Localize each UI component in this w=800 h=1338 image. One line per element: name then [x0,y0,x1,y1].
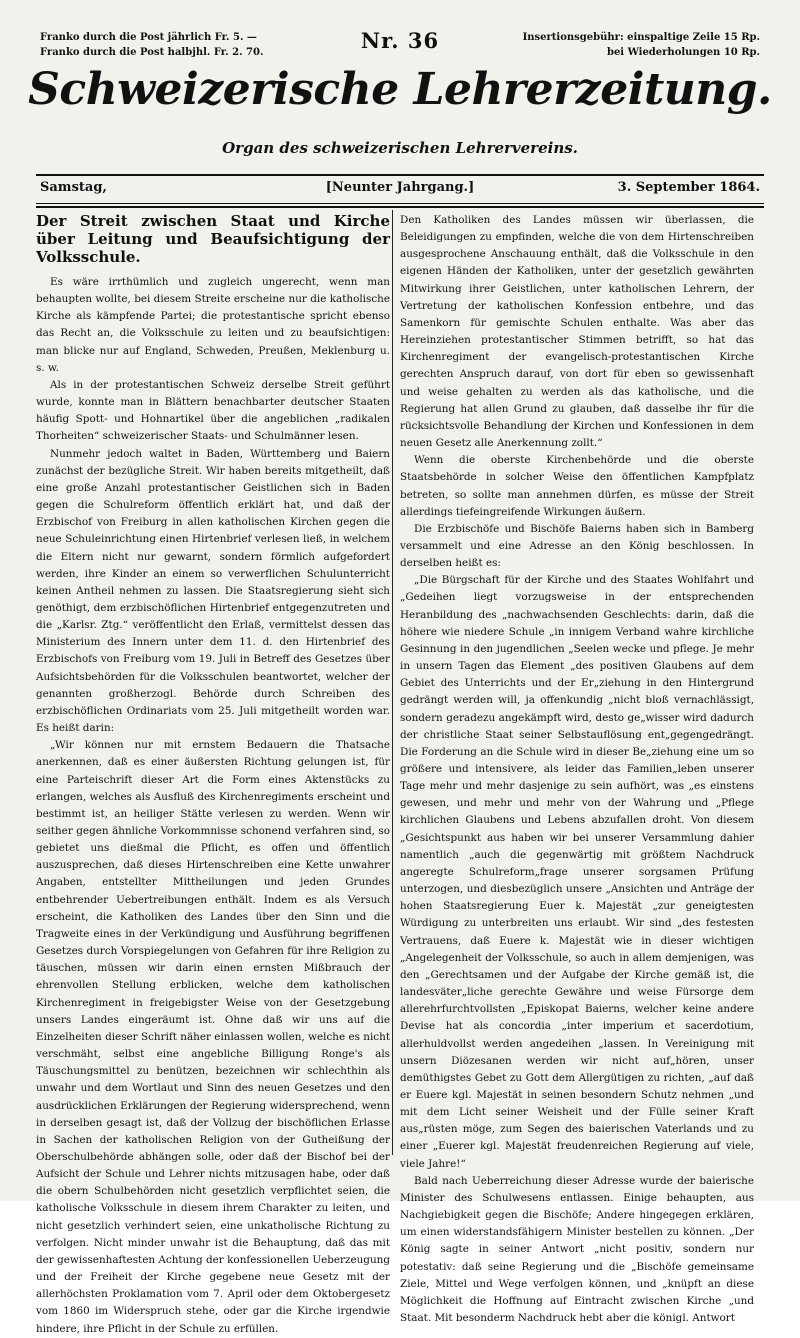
article-paragraph: Wenn die oberste Kirchenbehörde und die oberste Staatsbehörde in solcher Weise den öffentlichen Kampfplatz betreten, so sollte man annehmen dürfen, es müsse der Streit allerdings tiefeingreifende Wirkungen äußern. [400,454,754,518]
subscription-line-halfyear: Franko durch die Post halbjhl. Fr. 2. 70. [40,47,264,58]
article-paragraph: Nunmehr jedoch waltet in Baden, Württemberg und Baiern zunächst der bezügliche Streit. Wir haben bereits mitgetheilt, daß eine große Anzahl protestantischer Geistlichen sich in Baden gegen die Schulreform öffentlich erklärt hat, und daß der Erzbischof von Freiburg in allen katholischen Kirchen gegen die neue Schuleinrichtung einen Hirtenbrief verlesen ließ, in welchem die Eltern nicht nur gewarnt, sondern förmlich aufgefordert werden, ihre Kinder an einem so verwerflichen Schulunterricht keinen Antheil nehmen zu lassen. Die Staatsregierung sieht sich genöthigt, dem erzbischöflichen Hirtenbrief entgegenzutreten und die „Karlsr. Ztg.“ veröffentlicht den Erlaß, vermittelst dessen das Ministerium des Innern unter dem 11. d. den Hirtenbrief des Erzbischofs von Freiburg vom 19. Juli in Betreff des Gesetzes über Aufsichtsbehörden für die Volksschulen beantwortet, welcher der genannten großherzogl. Behörde durch Schreiben des erzbischöflichen Ordinariats vom 25. Juli mitgetheilt worden war. Es heißt darin: [36,447,390,735]
article-paragraph: „Die Bürgschaft für der Kirche und des Staates Wohlfahrt und „Gedeihen liegt vorzugsweise in der entsprechenden Heranbildung des „nachwachsenden Geschlechts: darin, daß die höhere wie niedere Schule „in innigem Verband wahre kirchliche Gesinnung in den jugendlichen „Seelen wecke und pflege. Je mehr in unsern Tagen das Element „des positiven Glaubens auf dem Gebiet des Unterrichts und der Er„ziehung in den Hintergrund gedrängt werden will, ja offenkundig „nicht bloß vernachlässigt, sondern geradezu angekämpft wird, desto ge„wisser wird dadurch der christliche Staat seiner Selbstauflösung ent„gegengedrängt. Die Forderung an die Schule wird in dieser Be„ziehung eine um so größere und intensivere, als leider das Familien„leben unserer Tage mehr und mehr dasjenige zu sein aufhört, was „es einstens gewesen, und mehr und mehr von der Wahrung und „Pflege kirchlichen Glaubens und Lebens abzufallen droht. Von diesem „Gesichtspunkt aus haben wir bei unserer Versammlung dahier namentlich „auch die gegenwärtig mit größtem Nachdruck angeregte Schulreform„frage unserer sorgsamen Prüfung unterzogen, und diesbezüglich unsere „Ansichten und Anträge der hohen Staatsregierung Euer k. Majestät „zur geneigtesten Würdigung zu unterbreiten uns erlaubt. Wir sind „des festesten Vertrauens, daß Euere k. Majestät wie in dieser wichtigen „Angelegenheit der Volksschule, so auch in allem demjenigen, was den „Gerechtsamen und der Aufgabe der Kirche gemäß ist, die landesväter„liche gerechte Gewähre und weise Fürsorge dem allerehrfurchtvollsten „Episkopat Baierns, welcher keine andere Devise hat als concordia „inter imperium et sacerdotium, allerhuldvollst werden angedeihen „lassen. In Vereinigung mit unsern Diözesanen werden wir nicht auf„hören, unser demüthigstes Gebet zu Gott dem Allergütigen zu richten, „auf daß er Euere kgl. Majestät in seinen besondern Schutz nehmen „und mit dem Licht seiner Weisheit und der Fülle seiner Kraft aus„rüsten möge, zum Segen des baierischen Vaterlands und zu einer „Euerer kgl. Majestät freudenreichen Regierung auf viele, viele Jahre!“ [400,574,754,1170]
article-paragraph: Den Katholiken des Landes müssen wir überlassen, die Beleidigungen zu empfinden, welche die von dem Hirtenschreiben ausgesprochene Anschauung enthält, daß die Volksschule in den eigenen Händen der Katholiken, unter der gesetzlich gewährten Mitwirkung ihrer Geistlichen, unter katholischen Lehrern, der Vertretung der katholischen Konfession entbehre, und das Samenkorn für gemischte Schulen enthalte. Was aber das Hereinziehen protestantischer Stimmen betrifft, so hat das Kirchenregiment der evangelisch-protestantischen Kirche gerechten Anspruch darauf, von dort für eben so gewissenhaft und weise gehalten zu werden als das katholische, und die Regierung hat allen Grund zu glauben, daß dasselbe ihr für die rücksichtsvolle Behandlung der Kirchen und Konfessionen in dem neuen Gesetz alle Anerkennung zollt.“ [400,214,754,450]
masthead-title: Schweizerische Lehrerzeitung. [28,64,772,115]
weekday: Samstag, [40,180,107,195]
header-rule-bottom-1 [36,203,764,204]
article-paragraph: Bald nach Ueberreichung dieser Adresse wurde der baierische Minister des Schulwesens entlassen. Einige behaupten, aus Nachgiebigkeit gegen die Bischöfe; Andere hingegegen erklären, um einen widerstandsfähigern Minister bestellen zu können. „Der König sagte in seiner Antwort „nicht positiv, sondern nur potestativ: daß seine Regierung und die „Bischöfe gemeinsame Ziele, Mittel und Wege verfolgen können, und „knüpft an diese Möglichkeit die Hoffnung auf Eintracht zwischen Kirche „und Staat. Mit besonderm Nachdruck hebt aber die königl. Antwort [400,1174,754,1324]
subscription-line-yearly: Franko durch die Post jährlich Fr. 5. — [40,32,257,43]
insertion-line-repeat: bei Wiederholungen 10 Rp. [606,47,760,58]
article-paragraph: Als in der protestantischen Schweiz derselbe Streit geführt wurde, konnte man in Blättern benachbarter deutscher Staaten häufig Spott- und Hohnartikel über die angeblichen „radikalen Thorheiten“ schweizerischer Staats- und Schulmänner lesen. [36,378,390,443]
volume-label: [Neunter Jahrgang.] [325,180,475,195]
column-divider [392,210,393,1155]
insertion-fees [523,30,760,60]
article-headline: Der Streit zwischen Staat und Kirche über Leitung und Beaufsichtigung der Volksschule. [36,212,390,266]
article-paragraph: Die Erzbischöfe und Bischöfe Baierns haben sich in Bamberg versammelt und eine Adresse an den König beschlossen. In derselben heißt es: [400,522,754,570]
article-column-right [400,212,754,1324]
header-rule-top [36,174,764,176]
issue-date: 3. September 1864. [617,180,760,195]
insertion-line-single: Insertionsgebühr: einspaltige Zeile 15 Rp. [522,32,760,43]
article-column-left [36,212,390,1335]
dateline [40,180,760,200]
masthead-subtitle: Organ des schweizerischen Lehrervereins. [222,139,578,157]
article-paragraph: Es wäre irrthümlich und zugleich ungerecht, wenn man behaupten wollte, bei diesem Streite erscheine nur die katholische Kirche als kämpfende Partei; die protestantische spricht ebenso das Recht an, die Volksschule zu leiten und zu beaufsichtigen: man blicke nur auf England, Schweden, Preußen, Meklenburg u. s. w. [36,276,390,374]
header-rule-bottom-2 [36,206,764,208]
issue-number: Nr. 36 [360,28,440,53]
article-paragraph: „Wir können nur mit ernstem Bedauern die Thatsache anerkennen, daß es einer äußersten Richtung gelungen ist, für eine Parteischrift dieser Art die Form eines Aktenstücks zu erlangen, welches als Ausfluß des Kirchenregiments erscheint und bestimmt ist, an heiliger Stätte verlesen zu werden. Wenn wir seither gegen ähnliche Vorkommnisse schonend verfahren sind, so gebietet uns dießmal die Pflicht, es offen und öffentlich auszusprechen, daß dieses Hirtenschreiben eine Kette unwahrer Angaben, entstellter Mittheilungen und jeden Grundes entbehrender Uebertreibungen enthält. Indem es als Versuch erscheint, die Katholiken des Landes über den Sinn und die Tragweite eines in der Verkündigung und Ausführung begriffenen Gesetzes durch Vorspiegelungen von Gefahren für ihre Religion zu täuschen, müssen wir darin einen ernsten Mißbrauch der ehrenvollen Stellung erblicken, welche dem katholischen Kirchenregiment in freigebigster Weise von der Gesetzgebung unsers Landes eingeräumt ist. Ohne daß wir uns auf die Einzelheiten dieser Schrift näher einlassen wollen, welche es nicht verschmäht, selbst eine angebliche Billigung Ronge's als Täuschungsmittel zu benützen, bezeichnen wir schlechthin als unwahr und dem Wortlaut und Sinn des neuen Gesetzes und den ausdrücklichen Erklärungen der Regierung widersprechend, wenn in derselben gesagt ist, daß der Vollzug der bischöflichen Erlasse in Sachen der katholischen Religion von der Gutheißung der Oberschulbehörde abhängen solle, oder daß der Bischof bei der Aufsicht der Schule und Lehrer nichts mitzusagen habe, oder daß die obern Schulbehörden nicht gesetzlich verpflichtet seien, die katholische Volksschule in diesem ihrem Charakter zu leiten, und nicht gesetzlich verhindert seien, eine unkatholische Richtung zu verfolgen. Nicht minder unwahr ist die Behauptung, daß das mit der gewissenhaftesten Achtung der konfessionellen Ueberzeugung und der Freiheit der Kirche gegebene neue Gesetz mit der allerhöchsten Proklamation vom 7. April oder dem Oktobergesetz vom 1860 im Widerspruch stehe, oder gar die Kirche irgendwie hindere, ihre Pflicht in der Schule zu erfüllen. [36,739,390,1335]
